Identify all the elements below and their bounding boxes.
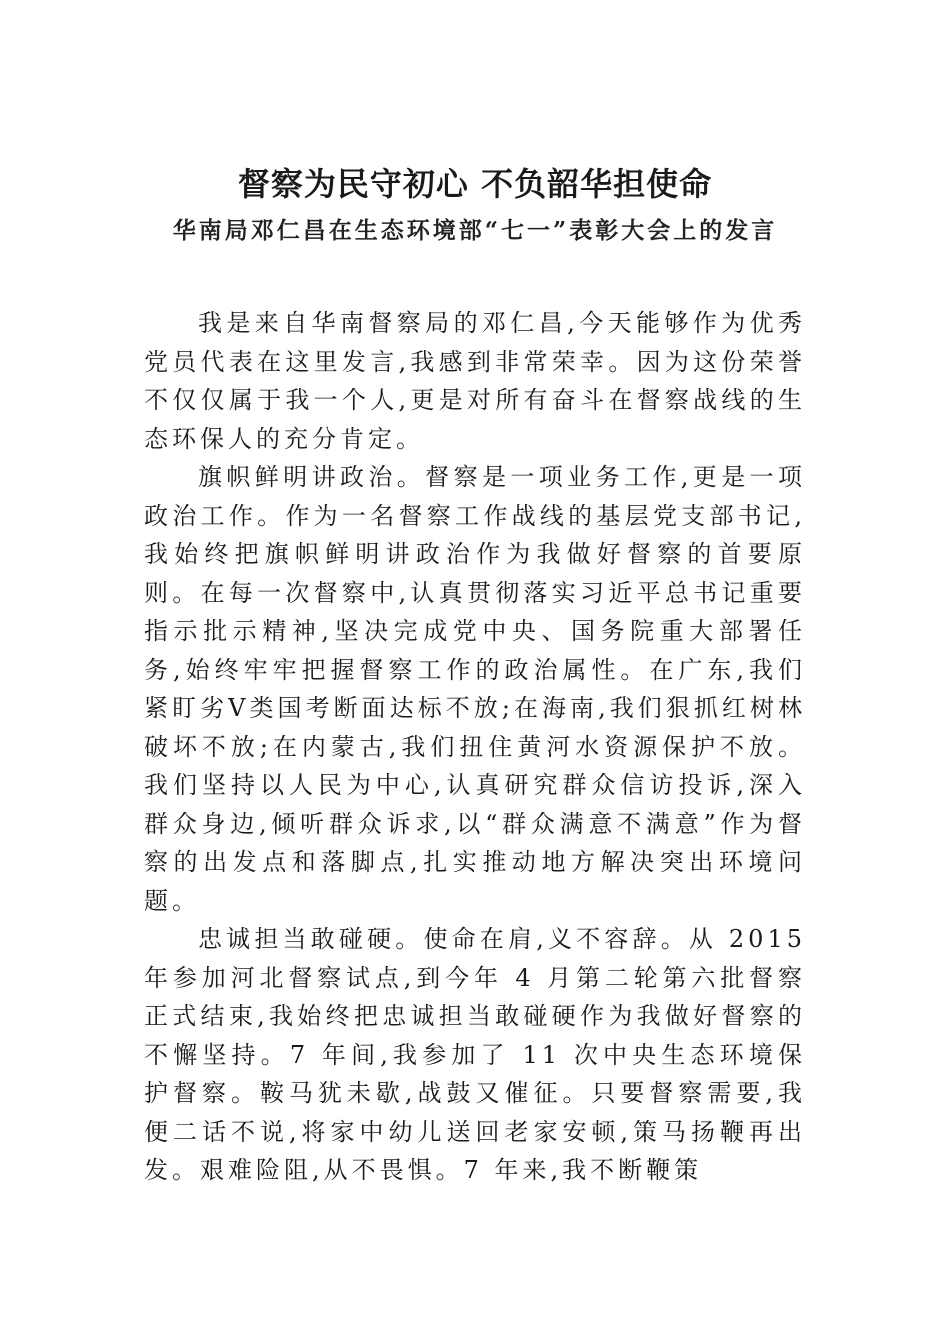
paragraph-loyalty: 忠诚担当敢碰硬。使命在肩,义不容辞。从 2015 年参加河北督察试点,到今年 4 月第二轮第六批督察正式结束,我始终把忠诚担当敢碰硬作为我做好督察的不懈坚持。7 年间,我参加了 11 次中央生态环境保护督察。鞍马犹未歇,战鼓又催征。只要督察需要,我便二话不说,将家中幼儿送回老家安顿,策马扬鞭再出发。艰难险阻,从不畏惧。7 年来,我不断鞭策: [144, 925, 806, 1184]
paragraph-intro: 我是来自华南督察局的邓仁昌,今天能够作为优秀党员代表在这里发言,我感到非常荣幸。因为这份荣誉不仅仅属于我一个人,更是对所有奋斗在督察战线的生态环保人的充分肯定。: [144, 309, 806, 453]
document-title: 督察为民守初心 不负韶华担使命: [237, 165, 713, 203]
paragraph-politics: 旗帜鲜明讲政治。督察是一项业务工作,更是一项政治工作。作为一名督察工作战线的基层党支部书记,我始终把旗帜鲜明讲政治作为我做好督察的首要原则。在每一次督察中,认真贯彻落实习近平总书记重要指示批示精神,坚决完成党中央、国务院重大部署任务,始终牢牢把握督察工作的政治属性。在广东,我们紧盯劣Ⅴ类国考断面达标不放;在海南,我们狠抓红树林破坏不放;在内蒙古,我们扭住黄河水资源保护不放。我们坚持以人民为中心,认真研究群众信访投诉,深入群众身边,倾听群众诉求,以“群众满意不满意”作为督察的出发点和落脚点,扎实推动地方解决突出环境问题。: [144, 463, 806, 915]
document-subtitle: 华南局邓仁昌在生态环境部“七一”表彰大会上的发言: [172, 217, 778, 244]
document-body: [144, 304, 806, 1190]
